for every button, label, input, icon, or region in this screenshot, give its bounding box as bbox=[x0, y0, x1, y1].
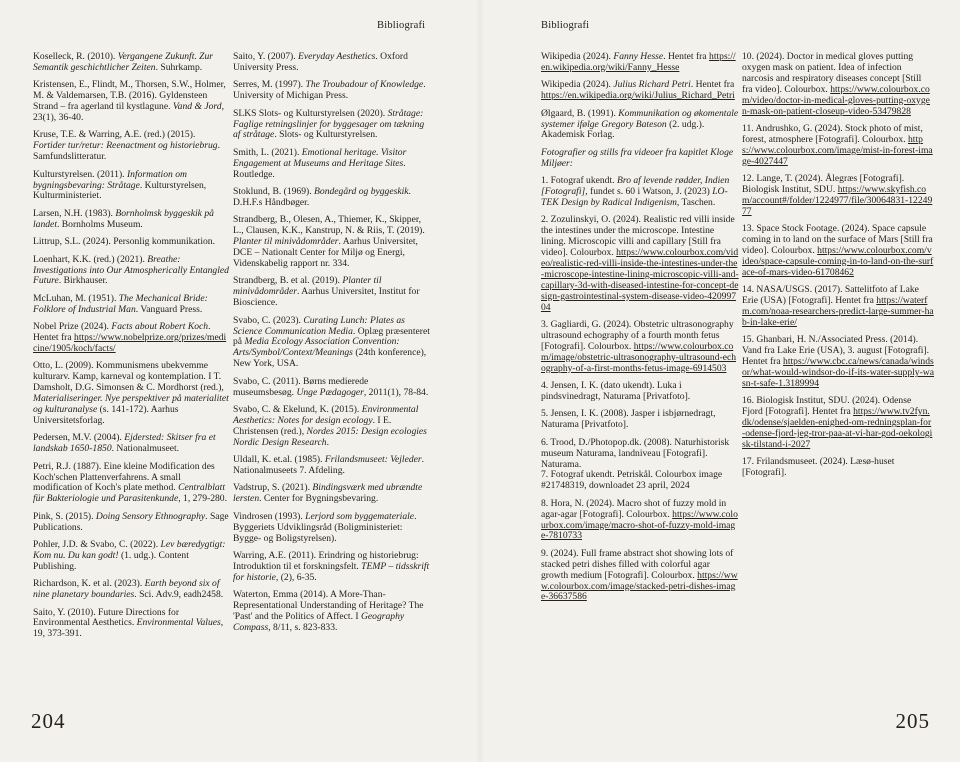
url-link: https://www.colourbox.com/image/obstetric-ultrasonography-ultrasound-echography-of-a-first-months-fetus-image-6914503 bbox=[541, 340, 737, 374]
bibliography-entry bbox=[33, 462, 230, 506]
entry-title: Curating Lunch: Plates as Science Communication Media bbox=[233, 314, 405, 337]
entry-text: Richardson, K. et al. (2023). bbox=[33, 578, 145, 590]
entry-text: , fundet s. 60 i Watson, J. (2023) bbox=[585, 186, 713, 198]
entry-text: 16. Biologisk Institut, SDU. (2024). Odense Fjord [Fotografi]. Hentet fra bbox=[742, 395, 912, 418]
entry-text: 17. Frilandsmuseet. (2024). Læsø-huset [Fotografi]. bbox=[742, 456, 895, 479]
bibliography-entry bbox=[33, 322, 230, 355]
entry-title: Fanny Hesse bbox=[613, 51, 664, 62]
entry-text: 6. Trood, D./Photopop.dk. (2008). Naturhistorisk museum Naturama, landniveau [Fotografi]. Naturama. bbox=[541, 436, 730, 470]
entry-title: Lev bæredygtigt: Kom nu. Du kan godt! bbox=[33, 539, 226, 561]
bibliography-entry bbox=[541, 148, 739, 170]
url-link: https://www.colourbox.com/image/macro-shot-of-fuzzy-mold-image-7810733 bbox=[541, 508, 738, 542]
entry-text: Svabo, C. (2011). Børns medierede museumsbesøg. bbox=[233, 375, 369, 398]
entry-text: (2. udg.). Akademisk Forlag. bbox=[541, 118, 705, 141]
entry-text: . Oxford University Press. bbox=[233, 51, 408, 73]
entry-text: Serres, M. (1997). bbox=[233, 79, 306, 91]
entry-title: Information om bygningsbevaring: Stråtage bbox=[33, 168, 187, 191]
bibliography-entry bbox=[33, 433, 230, 455]
entry-title: Julius Richard Petri bbox=[613, 79, 691, 91]
bibliography-entry bbox=[541, 320, 739, 375]
entry-text: , Taschen. bbox=[676, 196, 716, 208]
entry-title: Doing Sensory Ethnography bbox=[95, 510, 206, 522]
bibliography-entry bbox=[33, 255, 230, 288]
url-link: https://www.tv2fyn.dk/odense/sjaelden-enighed-om-redningsplan-for-odense-fjord-jeg-tror-paa-at-vi-har-god-oekologisk-tilstand-i-2027 bbox=[742, 406, 933, 450]
entry-text: Wikipedia (2024). bbox=[541, 79, 614, 91]
entry-title: Bondegård og byggeskik bbox=[314, 186, 409, 198]
entry-text: . Aarhus Universitet, Institut for Bioscience. bbox=[233, 286, 420, 309]
entry-text: Koselleck, R. (2010). bbox=[33, 51, 118, 62]
entry-text: , 19, 373-391. bbox=[33, 617, 224, 640]
bibliography-entry bbox=[541, 215, 739, 313]
entry-text: Kruse, T.E. & Warring, A.E. (red.) (2015). bbox=[33, 129, 196, 141]
entry-text: . Vanguard Press. bbox=[135, 303, 203, 315]
entry-text: (24th konference), New York, USA. bbox=[233, 347, 427, 370]
entry-text: . I E. Christensen (red.), bbox=[233, 414, 392, 437]
bibliography-entry bbox=[541, 499, 739, 543]
entry-text: Stoklund, B. (1969). bbox=[233, 186, 315, 198]
entry-text: 5. Jensen, I. K. (2008). Jasper i isbjørnedragt, Naturama [Privatfoto]. bbox=[541, 408, 716, 431]
entry-text: . Suhrkamp. bbox=[155, 61, 203, 73]
entry-title: Kommunikation og økomentale systemer ifølge Gregory Bateson bbox=[541, 107, 739, 130]
entry-text: . Samfundslitteratur. bbox=[33, 140, 220, 163]
bibliography-entry bbox=[33, 579, 230, 601]
entry-title: Nordes 2015: Design ecologies Nordic Design Research bbox=[233, 425, 427, 448]
entry-text: 2. Zozulinskyi, O. (2024). Realistic red villi inside the intestines under the microscope. Intestine lining. Microscopic villi and capillary [Still fra video]. Colourbox. bbox=[541, 214, 735, 259]
bibliography-entry bbox=[742, 52, 934, 117]
entry-text: . Nationalmuseets 7. Afdeling. bbox=[233, 454, 425, 476]
entry-text: 4. Jensen, I. K. (dato ukendt). Luka i pindsvinedragt, Naturama [Privatfoto]. bbox=[541, 380, 691, 402]
bibliography-entry bbox=[233, 590, 430, 634]
entry-text: Vindrosen (1993). bbox=[233, 510, 306, 522]
bibliography-entry bbox=[33, 170, 230, 203]
bibliography-column-1 bbox=[33, 52, 230, 647]
entry-title: Stråtage: Faglige retningslinjer for byggesager om tækning af stråtage bbox=[233, 107, 425, 141]
entry-text: Svabo, C. (2023). bbox=[233, 314, 304, 326]
entry-text: . Hentet fra bbox=[33, 321, 211, 344]
bibliography-entry bbox=[33, 608, 230, 641]
url-link: https://en.wikipedia.org/wiki/Julius_Richard_Petri bbox=[541, 90, 735, 102]
entry-title: Media Ecology Association Convention: Arts/Symbol/Context/Meanings bbox=[233, 336, 400, 359]
entry-text: Saito, Y. (2010). Future Directions for Environmental Aesthetics. bbox=[33, 606, 180, 629]
entry-text: Kulturstyrelsen. (2011). bbox=[33, 168, 127, 180]
entry-text: 10. (2024). Doctor in medical gloves putting oxygen mask on patient. Idea of infection narcosis and respiratory diseases concept [Still fra video]. Colourbox. bbox=[742, 51, 922, 95]
entry-text: Smith, L. (2021). bbox=[233, 146, 302, 158]
entry-title: Unge Pædagoger bbox=[296, 386, 364, 398]
entry-text: 7. Fotograf ukendt. Petriskål. Colourbox image #21748319, downloadet 23 april, 2024 bbox=[541, 469, 723, 492]
entry-text: . Kulturstyrelsen, Kulturministeriet. bbox=[33, 179, 207, 202]
entry-title: Bro af levende rødder, Indien [Fotografi] bbox=[541, 175, 730, 198]
entry-text: Nobel Prize (2024). bbox=[33, 321, 112, 333]
entry-title: Earth beyond six of nine planetary boundaries bbox=[33, 578, 220, 601]
entry-text: 9. (2024). Full frame abstract shot showing lots of stacked petri dishes filled with colorful agar growth medium [Fotografi]. Colourbox. bbox=[541, 547, 734, 581]
entry-title: LO-TEK Design by Radical Indigenism bbox=[541, 186, 728, 208]
entry-text: Warring, A.E. (2011). Erindring og historiebrug: Introduktion til et forskningsfelt. bbox=[233, 549, 419, 572]
entry-title: Fotografier og stills fra videoer fra kapitlet Kloge Miljøer: bbox=[541, 146, 734, 169]
entry-text: SLKS Slots- og Kulturstyrelsen (2020). bbox=[233, 107, 388, 119]
url-link: https://www.colourbox.com/video/space-capsule-coming-in-to-land-on-the-surface-of-mars-video-61708462 bbox=[742, 245, 934, 278]
entry-text: Loenhart, K.K. (red.) (2021). bbox=[33, 253, 148, 265]
entry-text: . Sci. Adv.9, eadh2458. bbox=[134, 589, 224, 601]
entry-text: 11. Andrushko, G. (2024). Stock photo of mist, forest, atmosphere [Fotografi]. Colourbox. bbox=[742, 122, 923, 145]
entry-text: 12. Lange, T. (2024). Ålegræs [Fotografi]. Biologisk Institut, SDU. bbox=[742, 173, 905, 195]
entry-text: , (2), 6-35. bbox=[275, 571, 317, 583]
entry-text: . Nationalmuseet. bbox=[111, 443, 180, 455]
entry-text: . Hentet fra bbox=[663, 51, 710, 62]
entry-title: Planter til minivådområder bbox=[233, 275, 382, 298]
entry-text: . D.H.F.s Håndbøger. bbox=[233, 186, 411, 208]
bibliography-entry bbox=[33, 80, 230, 124]
entry-text: , 1, 279-280. bbox=[178, 493, 227, 505]
bibliography-entry bbox=[33, 512, 230, 534]
url-link: https://en.wikipedia.org/wiki/Fanny_Hesse bbox=[541, 51, 736, 73]
entry-title: Environmental Values bbox=[136, 617, 221, 629]
entry-text: . Sage Publications. bbox=[33, 510, 229, 533]
bibliography-entry bbox=[541, 438, 739, 471]
bibliography-entry bbox=[541, 109, 739, 142]
bibliography-entry bbox=[233, 455, 430, 477]
entry-text: 3. Gagliardi, G. (2024). Obstetric ultrasonography ultrasound echography of a fourth month fetus [Fotografi]. Colourbox. bbox=[541, 319, 734, 352]
bibliography-entry bbox=[742, 285, 934, 329]
url-link: https://www.colourbox.com/video/doctor-in-medical-gloves-putting-oxygen-mask-on-patient-closeup-video-53479828 bbox=[742, 83, 930, 117]
entry-text: . Routledge. bbox=[233, 157, 406, 180]
bibliography-column-4 bbox=[742, 52, 934, 486]
entry-text: 8. Hora, N. (2024). Macro shot of fuzzy mold in agar-agar [Fotografi]. Colourbox. bbox=[541, 497, 727, 520]
entry-title: Planter til minivådområder bbox=[233, 236, 339, 248]
bibliography-entry bbox=[233, 80, 430, 102]
entry-title: Bindingsværk med ubrændte lersten bbox=[233, 482, 423, 505]
bibliography-entry bbox=[742, 335, 934, 390]
entry-text: . Hentet fra bbox=[690, 79, 735, 91]
entry-title: Vand & Jord bbox=[172, 101, 222, 113]
bibliography-entry bbox=[541, 176, 739, 209]
bibliography-entry bbox=[233, 52, 430, 74]
entry-text: Saito, Y. (2007). bbox=[233, 51, 299, 62]
entry-title: Geography Compass bbox=[233, 610, 405, 633]
left-page-running-header: Bibliografi bbox=[377, 20, 426, 31]
url-link: https://www.colourbox.com/image/mist-in-forest-image-4027447 bbox=[742, 133, 933, 167]
bibliography-entry bbox=[233, 187, 430, 209]
entry-text: , 2011(1), 78-84. bbox=[363, 386, 429, 398]
bibliography-entry bbox=[33, 52, 230, 74]
bibliography-entry bbox=[233, 276, 430, 309]
entry-text: . University of Michigan Press. bbox=[233, 79, 426, 102]
entry-text: Ølgaard, B. (1991). bbox=[541, 107, 619, 119]
entry-text: Wikipedia (2024). bbox=[541, 51, 614, 62]
bibliography-entry bbox=[233, 316, 430, 371]
entry-text: , 23(1), 36-40. bbox=[33, 101, 224, 124]
entry-text: McLuhan, M. (1951). bbox=[33, 292, 119, 304]
bibliography-entry bbox=[541, 80, 739, 102]
url-link: https://www.skyfish.com/account#/folder/1224977/file/30064831-1224977 bbox=[742, 183, 933, 217]
right-page-number: 205 bbox=[895, 709, 930, 733]
bibliography-entry bbox=[233, 551, 430, 584]
bibliography-entry bbox=[541, 409, 739, 431]
entry-text: 13. Space Stock Footage. (2024). Space capsule coming in to land on the surface of Mars [Still fra video]. Colourbox. bbox=[742, 223, 933, 256]
entry-text: Petri, R.J. (1887). Eine kleine Modification des Koch'schen Plattenverfahrens. A small modification of Koch's plate method. bbox=[33, 460, 215, 494]
entry-title: Fortider tur/retur: Reenactment og historiebrug bbox=[33, 140, 218, 152]
entry-text: Pink, S. (2015). bbox=[33, 510, 96, 522]
url-link: https://www.colourbox.com/video/realistic-red-villi-inside-the-intestines-under-the-microscope-intestine-lining-microscopic-villi-and-capillary-3d-with-diseased-intestine-for-concept-design-gastrointestinal-system-disease-video-42099704 bbox=[541, 247, 739, 313]
bibliography-entry bbox=[233, 405, 430, 449]
entry-title: Bornholmsk byggeskik på landet bbox=[33, 207, 214, 230]
entry-text: Svabo, C. & Ekelund, K. (2015). bbox=[233, 403, 362, 415]
entry-text: 1. Fotograf ukendt. bbox=[541, 175, 617, 187]
entry-text: . Bornholms Museum. bbox=[56, 218, 143, 230]
entry-title: The Troubadour of Knowledge bbox=[305, 79, 424, 91]
left-page-number: 204 bbox=[31, 709, 66, 733]
entry-text: (1. udg.). Content Publishing. bbox=[33, 549, 189, 572]
url-link: https://www.nobelprize.org/prizes/medicine/1905/koch/facts/ bbox=[33, 332, 227, 354]
bibliography-entry bbox=[742, 457, 934, 479]
entry-text: . Birkhauser. bbox=[58, 275, 108, 287]
bibliography-entry bbox=[742, 224, 934, 279]
bibliography-entry bbox=[742, 174, 934, 218]
bibliography-entry bbox=[541, 549, 739, 604]
bibliography-entry bbox=[233, 148, 430, 181]
entry-text: Kristensen, E., Flindt, M., Thorsen, S.W., Holmer, M. & Valdemarsen, T.B. (2016). Gyldensteen Strand – fra agerland til kystlagune. bbox=[33, 79, 226, 113]
entry-text: (s. 141-172). Aarhus Universitetsforlag. bbox=[33, 403, 179, 426]
entry-text: . Oplæg præsenteret på bbox=[233, 325, 430, 348]
entry-title: Ejdersted: Skitser fra et landskab 1650-1850 bbox=[33, 432, 216, 455]
bibliography-entry bbox=[541, 381, 739, 403]
entry-title: Environmental Aesthetics: Notes for design ecology bbox=[233, 403, 419, 426]
entry-title: TEMP – tidsskrift for historie bbox=[233, 560, 430, 583]
bibliography-entry bbox=[233, 215, 430, 270]
url-link: https://www.colourbox.com/image/stacked-petri-dishes-image-36637586 bbox=[541, 569, 738, 603]
entry-text: 15. Ghanbari, H. N./Associated Press. (2014). Vand fra Lake Erie (USA), 3. august [Fotografi]. Hentet fra bbox=[742, 334, 930, 368]
bibliography-entry bbox=[33, 237, 230, 248]
bibliography-column-2 bbox=[233, 52, 430, 640]
entry-title: Breathe: Investigations into Our Atmospherically Entangled Future bbox=[33, 253, 229, 287]
bibliography-entry bbox=[33, 209, 230, 231]
entry-title: Emotional heritage. Visitor Engagement at Museums and Heritage Sites bbox=[233, 146, 407, 169]
entry-text: Strandberg, B., Olesen, A., Thiemer, K., Skipper, L., Clausen, K.K., Kanstrup, N. & Riis, T. (2019). bbox=[233, 214, 425, 237]
entry-text: Strandberg, B. et al. (2019). bbox=[233, 275, 343, 287]
bibliography-entry bbox=[541, 470, 739, 492]
entry-title: Facts about Robert Koch bbox=[111, 321, 209, 333]
bibliography-entry bbox=[33, 540, 230, 573]
entry-text: Otto, L. (2009). Kommunismens ubekvemme kulturarv. Kamp, karneval og kontemplation. I T. Damsholt, D.G. Simonsen & C. Mordhorst (red.), bbox=[33, 360, 224, 394]
entry-title: Vergangene Zukunft. Zur Semantik geschichtlicher Zeiten bbox=[33, 51, 214, 73]
entry-text: Pohler, J.D. & Svabo, C. (2022). bbox=[33, 539, 161, 551]
bibliography-entry bbox=[233, 109, 430, 142]
right-page-running-header: Bibliografi bbox=[541, 20, 590, 31]
entry-text: . bbox=[326, 436, 330, 448]
bibliography-entry bbox=[33, 130, 230, 163]
url-link: https://www.cbc.ca/news/canada/windsor/what-would-windsor-do-if-its-water-supply-wasn-t-safe-1.3189994 bbox=[742, 356, 934, 389]
bibliography-column-3 bbox=[541, 52, 739, 610]
entry-title: Lerjord som byggemateriale bbox=[305, 510, 415, 522]
entry-text: . Byggeriets Udviklingsråd (Boligministeriet: Bygge- og Boligstyrelsen). bbox=[233, 510, 417, 544]
bibliography-entry bbox=[33, 361, 230, 426]
entry-title: Frilandsmuseet: Vejleder bbox=[324, 454, 422, 466]
bibliography-entry bbox=[33, 294, 230, 316]
entry-text: Pedersen, M.V. (2004). bbox=[33, 432, 125, 444]
entry-text: Vadstrup, S. (2021). bbox=[233, 482, 313, 494]
entry-title: Centralblatt für Bakteriologie und Parasitenkunde bbox=[33, 482, 225, 505]
bibliography-entry bbox=[233, 377, 430, 399]
entry-text: . Aarhus Universitet, DCE – Nationalt Center for Miljø og Energi, Videnskabelig rapport nr. 334. bbox=[233, 236, 418, 269]
url-link: https://waterfm.com/noaa-researchers-predict-large-summer-hab-in-lake-erie/ bbox=[742, 295, 934, 328]
entry-text: , 8/11, s. 823-833. bbox=[268, 621, 338, 633]
bibliography-entry bbox=[541, 52, 739, 74]
entry-text: Larsen, N.H. (1983). bbox=[33, 207, 116, 219]
entry-title: Materialiseringer. Nye perspektiver på materialitet og kulturanalyse bbox=[33, 393, 229, 415]
bibliography-entry bbox=[233, 512, 430, 545]
entry-text: Waterton, Emma (2014). A More-Than-Representational Understanding of Heritage? The 'Past' and the Politics of Affect. I bbox=[233, 589, 424, 622]
entry-text: Littrup, S.L. (2024). Personlig kommunikation. bbox=[33, 236, 216, 248]
entry-text: 14. NASA/USGS. (2017). Sattelitfoto af Lake Erie (USA) [Fotografi]. Hentet fra bbox=[742, 284, 919, 307]
bibliography-entry bbox=[233, 483, 430, 505]
entry-text: . Center for Bygningsbevaring. bbox=[259, 493, 379, 505]
entry-text: . Slots- og Kulturstyrelsen. bbox=[274, 129, 378, 141]
entry-text: Uldall, K. et.al. (1985). bbox=[233, 454, 325, 466]
entry-title: Everyday Aesthetics bbox=[298, 51, 376, 62]
entry-title: The Mechanical Bride: Folklore of Industrial Man bbox=[33, 292, 208, 315]
bibliography-entry bbox=[742, 124, 934, 168]
bibliography-entry bbox=[742, 396, 934, 451]
